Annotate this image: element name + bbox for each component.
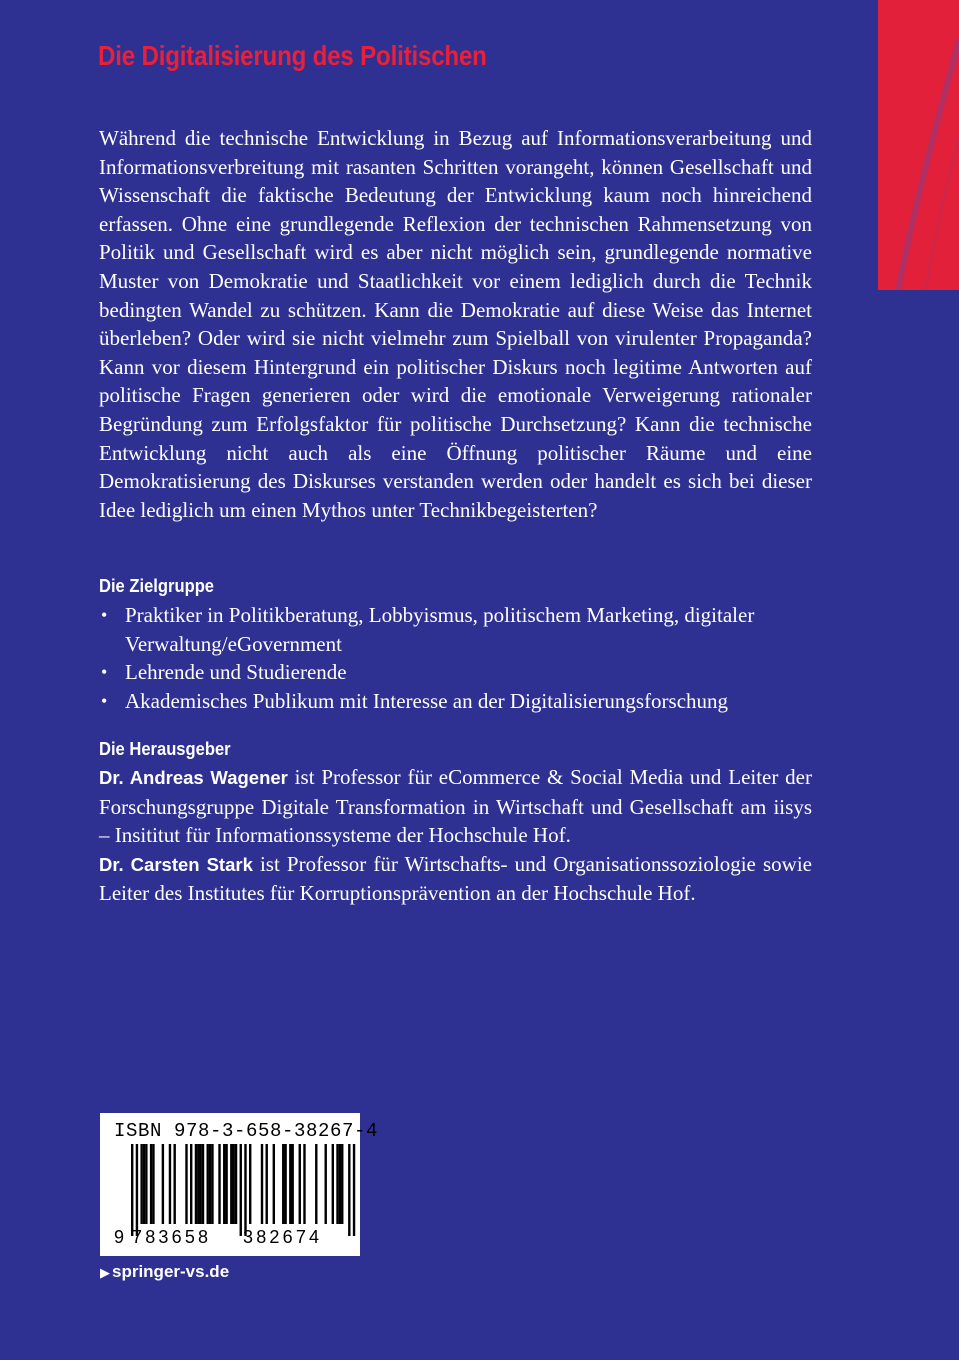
barcode-bar: [266, 1144, 268, 1224]
barcode-bar: [202, 1144, 204, 1224]
editor-name: Dr. Carsten Stark: [99, 853, 253, 875]
list-item-text: Lehrende und Studierende: [125, 660, 347, 685]
barcode-bar: [225, 1144, 227, 1224]
barcode-bar: [230, 1144, 232, 1224]
barcode-bar: [315, 1144, 317, 1224]
red-accent-stripe: [878, 0, 959, 290]
barcode-bar: [211, 1144, 213, 1224]
book-title: Die Digitalisierung des Politischen: [98, 40, 487, 71]
barcode-bar: [289, 1144, 291, 1224]
barcode-bar: [136, 1144, 138, 1236]
barcode-bar: [249, 1144, 251, 1224]
ean-right-digits: 382674: [243, 1227, 323, 1247]
ean-first-digit: 9: [114, 1227, 125, 1247]
barcode-bar: [190, 1144, 192, 1224]
bullet-icon: •: [101, 605, 108, 625]
barcode-bar: [173, 1144, 175, 1224]
barcode-bar: [261, 1144, 263, 1224]
barcode-bar: [195, 1144, 197, 1224]
barcode-bar: [348, 1144, 350, 1236]
list-item-text: Akademisches Publikum mit Interesse an der Digitalisierungsforschung: [125, 688, 729, 713]
ean-left-digits: 783658: [132, 1227, 212, 1247]
barcode-bar: [336, 1144, 338, 1224]
barcode-bar: [223, 1144, 225, 1224]
barcode-bar: [169, 1144, 171, 1224]
barcode-bar: [282, 1144, 284, 1224]
barcode-bar: [232, 1144, 234, 1224]
barcode-bar: [235, 1144, 237, 1224]
editor-name: Dr. Andreas Wagener: [99, 767, 288, 788]
target-group-list: [99, 601, 812, 715]
barcode-bar: [185, 1144, 187, 1224]
barcode-bar: [150, 1144, 152, 1224]
barcode-bar: [341, 1144, 343, 1224]
barcode-bar: [291, 1144, 293, 1224]
barcode-bar: [325, 1144, 327, 1224]
barcode-bar: [140, 1144, 142, 1224]
list-item-text: Praktiker in Politikberatung, Lobbyismus, politischem Marketing, digitaler Verwaltung/eGovernment: [125, 603, 755, 656]
barcode-bar: [353, 1144, 355, 1236]
bullet-icon: •: [101, 690, 108, 711]
editors-heading: Die Herausgeber: [99, 739, 231, 759]
barcode-bar: [197, 1144, 199, 1224]
barcode-bar: [303, 1144, 305, 1224]
barcode-bar: [240, 1144, 242, 1236]
target-group-heading: Die Zielgruppe: [99, 576, 215, 596]
barcode-bar: [332, 1144, 334, 1224]
editor-bio: ist Professor für eCommerce & Social Media und Leiter der Forschungsgruppe Digitale Transformation in Wirtschaft und Gesellschaft am iisys – Insititut für Informationssysteme der Hochschule Hof.: [99, 765, 812, 848]
barcode-bar: [218, 1144, 220, 1224]
editors-text: [99, 763, 812, 908]
bullet-icon: •: [101, 662, 108, 683]
barcode-bar: [284, 1144, 286, 1224]
barcode-bar: [299, 1144, 301, 1224]
list-item: [99, 658, 812, 687]
arrow-icon: ▶: [100, 1265, 110, 1280]
barcode-bar: [207, 1144, 209, 1224]
editor-bio: ist Professor für Wirtschafts- und Organisationssoziologie sowie Leiter des Institutes für Korruptionsprävention an der Hochschule Hof.: [99, 851, 812, 906]
description-text: Während die technische Entwicklung in Bezug auf Informationsverarbeitung und Informationsverbreitung mit rasanten Schritten vorangeht, können Gesellschaft und Wissenschaft die faktische Bedeutung der Entwicklung kaum noch hinreichend erfassen. Ohne eine grundlegende Reflexion der technischen Rahmensetzung von Politik und Gesellschaft wird es aber nicht möglich sein, grundlegende normative Muster von Demokratie und Staatlichkeit vor einem lediglich durch die Technik bedingten Wandel zu schützen. Kann die Demokratie auf diese Weise das Internet überleben? Oder wird sie nicht vielmehr zum Spielball von virulenter Propaganda? Kann vor diesem Hintergrund ein politischer Diskurs noch legitime Antworten auf politische Fragen generieren oder wird die emotionale Verweigerung rationaler Begründung zum Erfolgsfaktor für politische Durchsetzung? Kann die technische Entwicklung nicht auch als eine Öffnung politischer Räume und eine Demokratisierung des Diskurses verstanden werden oder handelt es sich bei dieser Idee lediglich um einen Mythos unter Technikbegeisterten?: [99, 126, 812, 522]
barcode-bar: [339, 1144, 341, 1224]
barcode-bar: [152, 1144, 154, 1224]
barcode-bar: [131, 1144, 133, 1236]
list-item: [99, 601, 812, 658]
curve-decoration: [878, 0, 959, 290]
publisher-website[interactable]: [100, 1262, 229, 1282]
isbn-label: ISBN 978-3-658-38267-4: [114, 1120, 379, 1142]
barcode-bar: [162, 1144, 164, 1224]
barcode-bar: [244, 1144, 246, 1236]
barcode-bar: [209, 1144, 211, 1224]
barcode-bar: [145, 1144, 147, 1224]
isbn-barcode: [100, 1113, 379, 1256]
barcode-bar: [199, 1144, 201, 1224]
website-text: springer-vs.de: [112, 1262, 230, 1281]
list-item: [99, 687, 812, 716]
barcode-bar: [143, 1144, 145, 1224]
barcode-bar: [273, 1144, 275, 1224]
